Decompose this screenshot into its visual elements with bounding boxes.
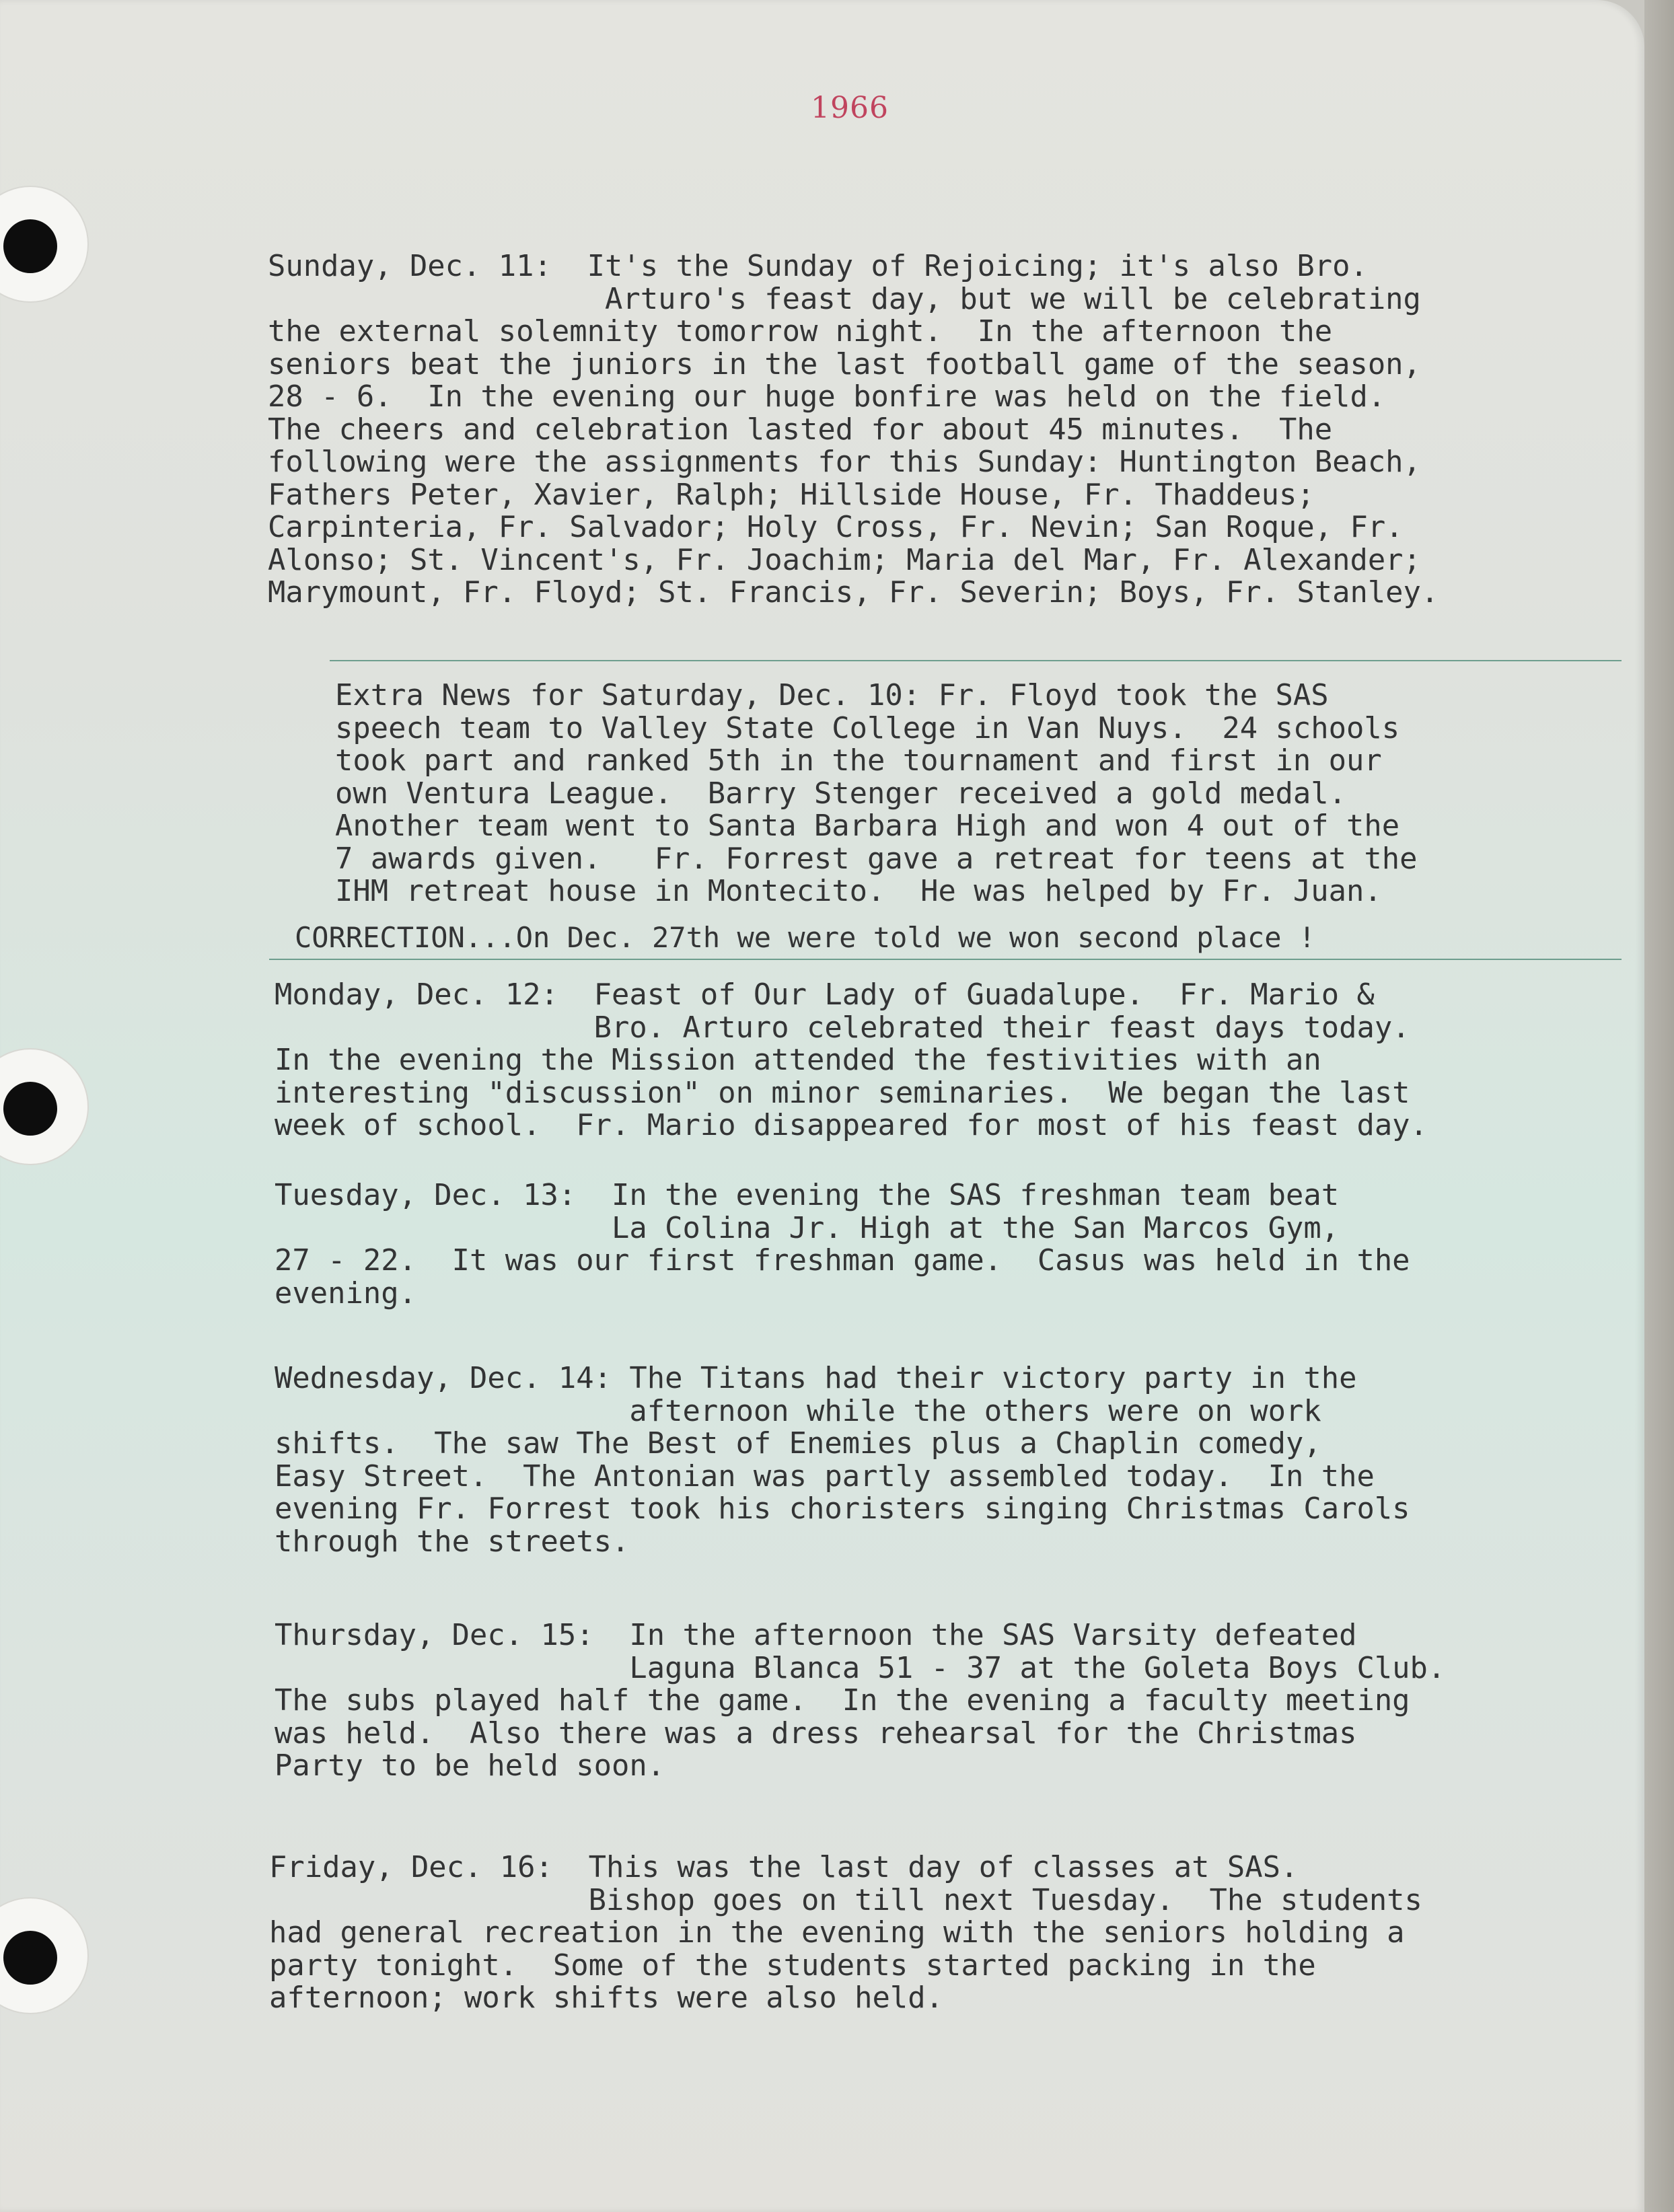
entry-wednesday-dec-14: Wednesday, Dec. 14: The Titans had their victory party in the afternoon while the others were on work shifts. The saw The Best of Enemies plus a Chaplin comedy, Easy Street. The Antonian was partly assembled today. In the evening Fr. Forrest took his choristers singing Christmas Carols through the streets. [275, 1361, 1410, 1559]
entry-monday-dec-12: Monday, Dec. 12: Feast of Our Lady of Guadalupe. Fr. Mario & Bro. Arturo celebrated their feast days today. In the evening the Mission attended the festivities with an interesting "discussion" on minor seminaries. We began the last week of school. Fr. Mario disappeared for most of his feast day. [275, 978, 1428, 1142]
entry-thursday-dec-15: Thursday, Dec. 15: In the afternoon the SAS Varsity defeated Laguna Blanca 51 - 37 at the Goleta Boys Club. The subs played half the game. In the evening a faculty meeting was held. Also there was a dress rehearsal for the Christmas Party to be held soon. [275, 1618, 1446, 1783]
punch-hole-top [0, 187, 87, 301]
punch-hole-bottom [0, 1898, 87, 2013]
divider-top [330, 660, 1622, 661]
divider-bottom [269, 959, 1622, 960]
entry-friday-dec-16: Friday, Dec. 16: This was the last day of classes at SAS. Bishop goes on till next Tuesday. The students had general recreation in the evening with the seniors holding a party tonight. Some of the students started packing in the afternoon; work shifts were also held. [269, 1850, 1422, 2015]
extra-news-dec-10: Extra News for Saturday, Dec. 10: Fr. Floyd took the SAS speech team to Valley State College in Van Nuys. 24 schools took part and ranked 5th in the tournament and first in our own Ventura League. Barry Stenger received a gold medal. Another team went to Santa Barbara High and won 4 out of the 7 awards given. Fr. Forrest gave a retreat for teens at the IHM retreat house in Montecito. He was helped by Fr. Juan. [335, 678, 1418, 908]
punch-hole-middle [0, 1049, 87, 1164]
entry-tuesday-dec-13: Tuesday, Dec. 13: In the evening the SAS freshman team beat La Colina Jr. High at the San Marcos Gym, 27 - 22. It was our first freshman game. Casus was held in the evening. [275, 1178, 1410, 1311]
entry-sunday-dec-11: Sunday, Dec. 11: It's the Sunday of Rejoicing; it's also Bro. Arturo's feast day, but we will be celebrating the external solemnity tomorrow night. In the afternoon the seniors beat the juniors in the last football game of the season, 28 - 6. In the evening our huge bonfire was held on the field. The cheers and celebration lasted for about 45 minutes. The following were the assignments for this Sunday: Huntington Beach, Fathers Peter, Xavier, Ralph; Hillside House, Fr. Thaddeus; Carpinteria, Fr. Salvador; Holy Cross, Fr. Nevin; San Roque, Fr. Alonso; St. Vincent's, Fr. Joachim; Maria del Mar, Fr. Alexander; Marymount, Fr. Floyd; St. Francis, Fr. Severin; Boys, Fr. Stanley. [268, 249, 1439, 610]
correction-note: CORRECTION...On Dec. 27th we were told we won second place ! [295, 921, 1316, 954]
page-edge [1644, 0, 1674, 2212]
page-year: 1966 [811, 91, 889, 125]
